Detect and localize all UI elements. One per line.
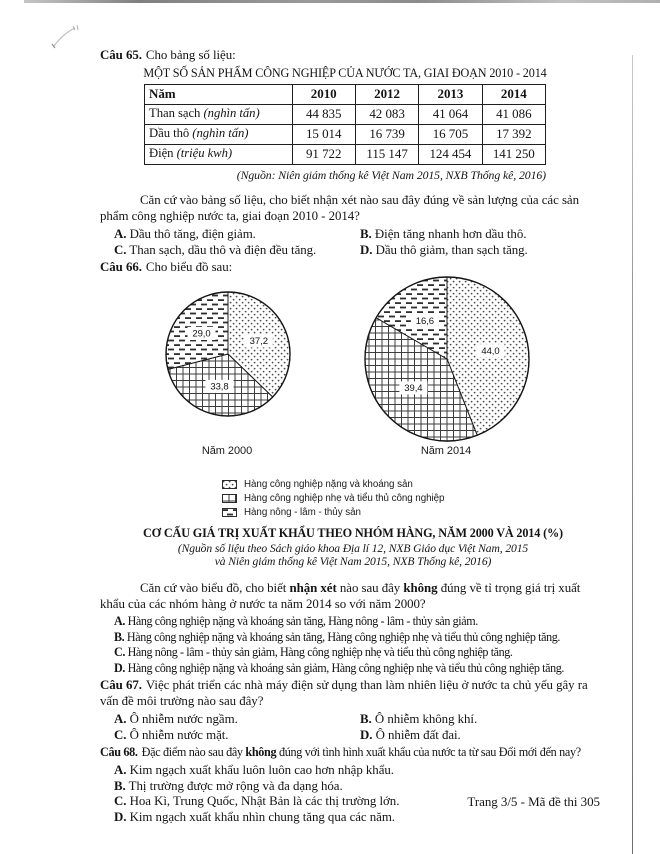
option-letter: B. xyxy=(360,226,372,241)
chart-source-line1: (Nguồn số liệu theo Sách giáo khoa Địa lí 12, NXB Giáo dục Việt Nam, 2015 xyxy=(177,541,529,555)
option-q67-B xyxy=(360,712,606,728)
table-row-label: Dầu thô (nghìn tấn) xyxy=(145,124,293,144)
option-text: Kim ngạch xuất khẩu luôn luôn cao hơn nhập khẩu. xyxy=(126,762,394,777)
option-q68-A xyxy=(114,763,606,779)
option-text: Điện tăng nhanh hơn dầu thô. xyxy=(371,226,527,241)
table-cell-value: 124 454 xyxy=(419,144,482,164)
table-col-header-nam: Năm xyxy=(145,84,293,104)
option-text: Ô nhiễm không khí. xyxy=(371,711,478,726)
option-text: Hàng công nghiệp nặng và khoáng sản giảm, Hàng công nghiệp nhẹ và tiểu thủ công nghiệp tăng. xyxy=(124,660,565,675)
option-letter: B. xyxy=(114,629,125,644)
question-67-rich xyxy=(100,678,588,708)
option-letter: A. xyxy=(114,711,127,726)
question-65-text xyxy=(100,193,606,225)
option-q65-D xyxy=(360,243,606,259)
table-col-header-year: 2012 xyxy=(355,84,418,104)
option-letter: B. xyxy=(114,778,126,793)
table-row xyxy=(145,104,546,124)
emphasis-text: không xyxy=(403,580,438,595)
text-segment: nào sau đây xyxy=(336,580,404,595)
pie-caption-2000: Năm 2000 xyxy=(201,444,253,457)
pie-value-label: 37,2 xyxy=(249,336,268,348)
scan-edge-right xyxy=(632,55,633,854)
option-text: Hàng nông - lâm - thủy sản giảm, Hàng công nghiệp nhẹ và tiểu thủ công nghiệp tăng. xyxy=(124,645,513,660)
option-letter: D. xyxy=(114,809,127,824)
emphasis-text: không xyxy=(245,745,277,760)
table-row-unit: (nghìn tấn) xyxy=(192,126,249,141)
table-title: MỘT SỐ SẢN PHẨM CÔNG NGHIỆP CỦA NƯỚC TA, GIAI ĐOẠN 2010 - 2014 xyxy=(143,65,547,80)
page-content xyxy=(100,48,606,825)
option-q65-C xyxy=(114,243,360,259)
question-65-rich xyxy=(100,193,579,223)
question-66-text xyxy=(100,581,606,613)
question-66-rich xyxy=(100,581,580,611)
question-67-label: Câu 67. xyxy=(100,678,142,693)
option-letter: C. xyxy=(114,727,127,742)
table-cell-value: 41 086 xyxy=(482,104,545,124)
option-text: Thị trường được mở rộng và đa dạng hóa. xyxy=(125,778,343,793)
option-letter: D. xyxy=(360,242,373,257)
option-text: Ô nhiễm nước ngầm. xyxy=(126,711,238,726)
question-68-text xyxy=(100,745,606,761)
table-row-unit: (triệu kwh) xyxy=(176,146,233,161)
text-segment: Việc phát triển các nhà máy điện sử dụng than làm nhiên liệu ở nước ta chủ yếu gây ra vấn đề môi trường nào sau đây? xyxy=(100,678,588,709)
option-letter: C. xyxy=(114,645,125,660)
chart-legend xyxy=(222,478,606,520)
legend-item xyxy=(222,492,606,506)
pie-value-label: 44,0 xyxy=(481,345,500,357)
option-text: Hàng công nghiệp nặng và khoáng sản tăng, Hàng công nghiệp nhẹ và tiểu thủ công nghiệp tăng. xyxy=(124,629,560,644)
legend-label: Hàng công nghiệp nặng và khoáng sản xyxy=(244,478,413,490)
data-table-block xyxy=(144,66,546,184)
option-q66-A xyxy=(114,614,606,630)
legend-item xyxy=(222,478,606,492)
text-segment: Căn cứ vào biểu đồ, cho biết xyxy=(140,580,290,595)
table-cell-value: 16 705 xyxy=(419,124,482,144)
statistics-table xyxy=(144,84,546,165)
option-letter: D. xyxy=(360,727,373,742)
chart-source-line2: và Niên giám thống kê Việt Nam 2015, NXB Thống kê, 2016) xyxy=(214,555,492,569)
pie-value-label: 29,0 xyxy=(192,328,211,340)
pencil-mark xyxy=(48,20,90,54)
table-cell-value: 91 722 xyxy=(292,144,355,164)
option-q65-B xyxy=(360,227,606,243)
option-letter: B. xyxy=(360,711,372,726)
text-segment: Đặc điểm nào sau đây xyxy=(141,745,246,760)
table-row-unit: (nghìn tấn) xyxy=(203,106,260,121)
question-67-text xyxy=(100,678,606,710)
legend-swatch-dash-icon xyxy=(222,508,237,517)
table-source: (Nguồn: Niên giám thống kê Việt Nam 2015, NXB Thống kê, 2016) xyxy=(236,167,546,182)
question-65-label: Câu 65. xyxy=(100,48,142,62)
option-q66-D xyxy=(114,661,606,677)
pie-chart-2000 xyxy=(163,289,293,419)
option-text: Hàng công nghiệp nặng và khoáng sản tăng, Hàng nông - lâm - thủy sản giảm. xyxy=(124,614,478,629)
option-letter: A. xyxy=(114,614,125,629)
question-65-options xyxy=(100,227,606,258)
legend-label: Hàng công nghiệp nhẹ và tiểu thủ công nghiệp xyxy=(244,492,445,504)
question-66-label: Câu 66. xyxy=(100,260,142,275)
question-65-heading xyxy=(100,48,606,64)
table-row-label: Điện (triệu kwh) xyxy=(145,144,293,164)
option-letter: A. xyxy=(114,762,127,777)
table-cell-value: 15 014 xyxy=(292,124,355,144)
question-65-intro: Cho bảng số liệu: xyxy=(145,48,236,62)
scan-edge-top xyxy=(24,0,660,3)
option-letter: C. xyxy=(114,794,127,809)
question-66-intro: Cho biểu đồ sau: xyxy=(145,260,233,275)
option-q65-A xyxy=(114,227,360,243)
option-text: Hoa Kì, Trung Quốc, Nhật Bản là các thị trường lớn. xyxy=(126,794,400,809)
question-66-options xyxy=(100,614,606,676)
table-cell-value: 42 083 xyxy=(355,104,418,124)
option-letter: D. xyxy=(114,660,125,675)
table-row xyxy=(145,124,546,144)
page-footer: Trang 3/5 - Mã đề thi 305 xyxy=(467,794,600,809)
legend-swatch-grid-icon xyxy=(222,494,237,503)
option-text: Dầu thô tăng, điện giảm. xyxy=(126,226,256,241)
option-q67-C xyxy=(114,728,360,744)
emphasis-text: nhận xét xyxy=(289,580,337,595)
option-q67-A xyxy=(114,712,360,728)
text-segment: Căn cứ vào bảng số liệu, cho biết nhận xét nào sau đây đúng về sản lượng của các sản phẩm công nghiệp nước ta, giai đoạn 2010 - 2014? xyxy=(100,193,579,224)
table-cell-value: 17 392 xyxy=(482,124,545,144)
pie-caption-2014: Năm 2014 xyxy=(420,444,472,457)
option-q68-D xyxy=(114,810,606,826)
chart-title: CƠ CẤU GIÁ TRỊ XUẤT KHẨU THEO NHÓM HÀNG, NĂM 2000 VÀ 2014 (%) xyxy=(143,525,563,540)
table-row-label: Than sạch (nghìn tấn) xyxy=(145,104,293,124)
pie-value-label: 39,4 xyxy=(404,383,423,395)
question-68-rich xyxy=(142,745,581,759)
legend-item xyxy=(222,506,606,520)
question-67-options xyxy=(100,712,606,743)
table-cell-value: 44 835 xyxy=(292,104,355,124)
option-q68-B xyxy=(114,779,606,795)
table-cell-value: 141 250 xyxy=(482,144,545,164)
option-text: Kim ngạch xuất khẩu nhìn chung tăng qua các năm. xyxy=(126,809,395,824)
question-68-label: Câu 68. xyxy=(100,745,138,760)
table-header-row xyxy=(145,84,546,104)
table-cell-value: 115 147 xyxy=(355,144,418,164)
option-text: Than sạch, dầu thô và điện đều tăng. xyxy=(126,242,317,257)
table-col-header-year: 2010 xyxy=(292,84,355,104)
option-q67-D xyxy=(360,728,606,744)
pie-chart-figure xyxy=(100,276,606,464)
pie-value-label: 33,8 xyxy=(210,381,229,393)
table-row xyxy=(145,144,546,164)
table-cell-value: 41 064 xyxy=(419,104,482,124)
option-text: Dầu thô giảm, than sạch tăng. xyxy=(372,242,528,257)
text-segment: đúng về tỉ trọng giá trị xuất khẩu của các nhóm hàng ở nước ta năm 2014 so với năm 2000? xyxy=(100,580,581,611)
pie-value-label: 16,6 xyxy=(415,315,435,327)
option-q66-C xyxy=(114,645,606,661)
legend-swatch-dots-icon xyxy=(222,480,237,489)
legend-label: Hàng nông - lâm - thủy sản xyxy=(244,506,361,518)
option-text: Ô nhiễm đất đai. xyxy=(372,727,461,742)
table-col-header-year: 2014 xyxy=(482,84,545,104)
option-letter: C. xyxy=(114,242,127,257)
pie-chart-2014 xyxy=(362,274,532,444)
text-segment: đúng với tình hình xuất khẩu của nước ta từ sau Đổi mới đến nay? xyxy=(276,745,581,760)
option-letter: A. xyxy=(114,226,127,241)
table-cell-value: 16 739 xyxy=(355,124,418,144)
option-text: Ô nhiễm nước mặt. xyxy=(126,727,229,742)
table-col-header-year: 2013 xyxy=(419,84,482,104)
option-q66-B xyxy=(114,630,606,646)
